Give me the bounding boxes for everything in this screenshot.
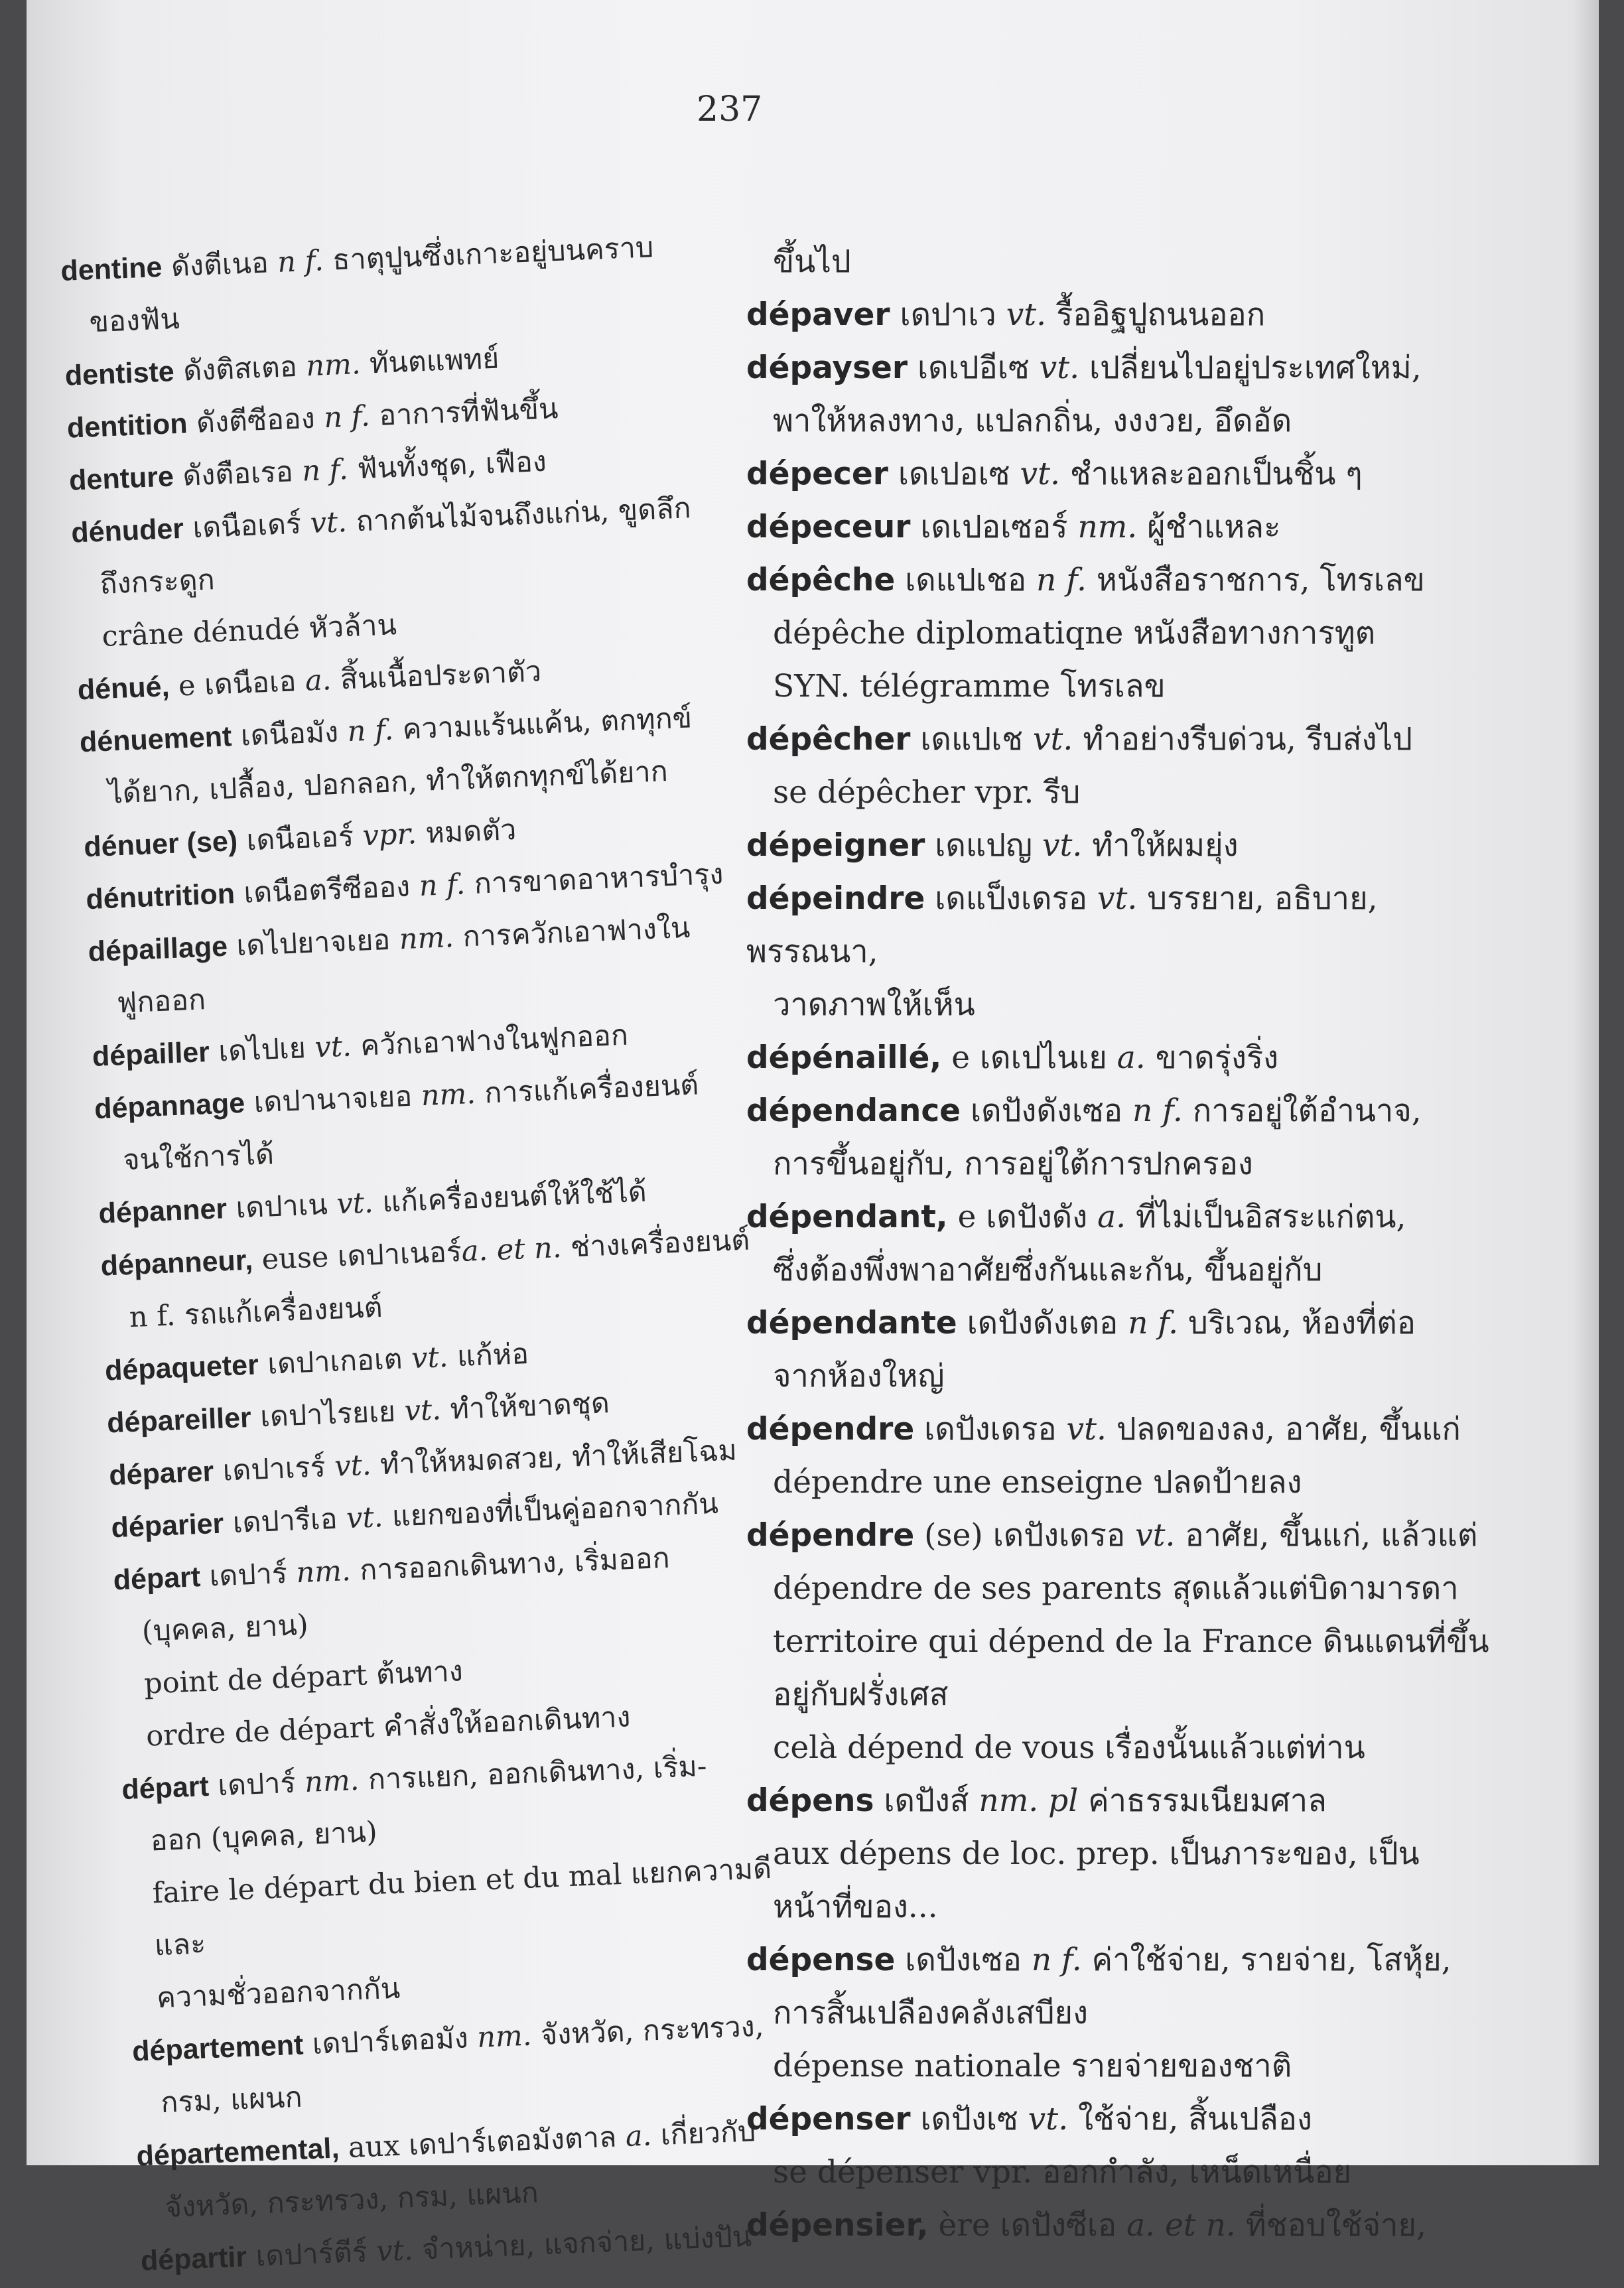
- headword: dépendant,: [746, 1199, 948, 1235]
- pronunciation: euse เดปาเนอร์: [252, 1235, 462, 1277]
- example-line: dépendre de ses parents สุดแล้วแต่บิดามารดา: [773, 1570, 1459, 1607]
- headword: dénuer (se): [83, 825, 238, 864]
- headword: dépendre: [746, 1411, 915, 1447]
- pronunciation: ดังตีซีออง: [186, 401, 325, 440]
- headword: déparier: [110, 1507, 225, 1544]
- continuation-line: กรม, แผนก: [160, 2080, 303, 2120]
- right-column: [746, 236, 1516, 2252]
- headword: dépens: [746, 1783, 874, 1819]
- pronunciation: ดังติสเตอ: [173, 350, 307, 389]
- part-of-speech: n f.: [277, 244, 324, 279]
- pronunciation: เดปาร์เตอมัง: [303, 2021, 478, 2062]
- headword: départ: [121, 1770, 210, 1806]
- definition: ที่ชอบใช้จ่าย,: [1235, 2207, 1426, 2244]
- example-line: หน้าที่ของ...: [773, 1889, 938, 1925]
- page-edge-shadow: [1572, 0, 1599, 2165]
- example-line: se dépenser vpr. ออกกำลัง, เหน็ดเหนื่อย: [773, 2154, 1352, 2190]
- definition: ทำให้ผมยุ่ง: [1082, 827, 1239, 864]
- continuation-line: จากห้องใหญ่: [773, 1358, 945, 1394]
- continuation-line: วาดภาพให้เห็น: [773, 986, 975, 1023]
- pronunciation: เดปาไรยเย: [250, 1394, 405, 1434]
- part-of-speech: a. et n.: [460, 1231, 563, 1268]
- example-line: dépense nationale รายจ่ายของชาติ: [773, 2048, 1292, 2084]
- dictionary-entry: [746, 448, 1516, 501]
- continuation-line: ซึ่งต้องพึ่งพาอาศัยซึ่งกันและกัน, ขึ้นอยู่กับ: [773, 1252, 1323, 1288]
- continuation-line: ได้ยาก, เปลื้อง, ปอกลอก, ทำให้ตกทุกข์ได้ยาก: [107, 754, 669, 811]
- example-line: faire le départ du bien et du mal แยกความดีและ: [151, 1851, 772, 1963]
- pronunciation: เดเปอีเซ: [908, 350, 1040, 386]
- headword: dépailler: [92, 1036, 210, 1073]
- pronunciation: ère เดปังซีเอ: [928, 2207, 1127, 2244]
- part-of-speech: nm. pl: [979, 1783, 1079, 1819]
- headword: dépanneur,: [100, 1244, 253, 1282]
- headword: dépayser: [746, 350, 908, 386]
- headword: déparer: [108, 1455, 215, 1492]
- continuation-line: n f. รถแก้เครื่องยนต์: [128, 1290, 383, 1335]
- part-of-speech: vt.: [375, 2234, 414, 2269]
- pronunciation: e เดปังดัง: [947, 1199, 1098, 1235]
- pronunciation: เดนือเดร์: [182, 507, 311, 545]
- definition: ช่างเครื่องยนต์: [561, 1223, 751, 1264]
- headword: départ: [112, 1561, 202, 1597]
- page-number: 237: [697, 90, 763, 129]
- example-line: aux dépens de loc. prep. เป็นภาระของ, เป็น: [773, 1836, 1420, 1872]
- definition: การแยก, ออกเดินทาง, เริ่ม-: [358, 1749, 708, 1797]
- headword: dépaver: [746, 297, 890, 333]
- headword: dépensier,: [746, 2207, 929, 2244]
- definition: ชำแหละออกเป็นชิ้น ๆ: [1059, 456, 1363, 492]
- part-of-speech: n f.: [1031, 1942, 1082, 1978]
- dictionary-entry: [746, 1085, 1516, 1138]
- definition: ที่ไม่เป็นอิสระแก่ตน,: [1126, 1199, 1406, 1235]
- definition: รื้ออิฐปูถนนออก: [1046, 297, 1266, 333]
- example-line: ordre de départ คำสั่งให้ออกเดินทาง: [145, 1700, 632, 1753]
- headword: dépanner: [98, 1193, 228, 1230]
- pronunciation: เดปานาจเยอ: [244, 1079, 422, 1120]
- left-column: [60, 219, 805, 2288]
- pronunciation: ดังตือเรอ: [172, 454, 303, 494]
- definition: ทำให้หมดสวย, ทำให้เสียโฉม: [370, 1434, 738, 1482]
- definition: บรรยาย, อธิบาย, พรรณนา,: [746, 880, 1378, 970]
- dictionary-entry: [746, 1509, 1516, 1562]
- pronunciation: เดปาเน: [226, 1187, 338, 1226]
- part-of-speech: vt.: [1066, 1411, 1107, 1447]
- definition: การควักเอาฟางใน: [452, 911, 691, 954]
- pronunciation: เดแป็งเดรอ: [925, 880, 1097, 917]
- headword: dépêche: [746, 562, 896, 598]
- dictionary-entry: [746, 2093, 1516, 2146]
- dictionary-entry: [746, 1934, 1516, 1987]
- headword: dépense: [746, 1942, 896, 1978]
- part-of-speech: vpr.: [362, 817, 417, 853]
- part-of-speech: vt.: [1020, 456, 1060, 492]
- pronunciation: e เดเปไนเย: [941, 1040, 1117, 1076]
- part-of-speech: vt.: [309, 505, 348, 541]
- pronunciation: e เดนือเอ: [169, 664, 306, 703]
- part-of-speech: n f.: [1036, 562, 1087, 598]
- headword: dépénaillé,: [746, 1040, 942, 1076]
- definition: แยกของที่เป็นคู่ออกจากกัน: [382, 1487, 719, 1534]
- headword: dépeindre: [746, 880, 925, 917]
- dictionary-entry: [746, 1032, 1516, 1085]
- headword: département: [131, 2029, 304, 2068]
- part-of-speech: vt.: [346, 1501, 384, 1536]
- definition: ค่าใช้จ่าย, รายจ่าย, โสหุ้ย,: [1081, 1942, 1452, 1978]
- headword: départemental,: [135, 2132, 340, 2173]
- part-of-speech: a.: [1097, 1199, 1126, 1235]
- part-of-speech: vt.: [1135, 1517, 1176, 1554]
- headword: dépaillage: [87, 930, 228, 969]
- pronunciation: เดปาเกอเต: [257, 1342, 413, 1382]
- definition: การขาดอาหารบำรุง: [464, 857, 724, 902]
- headword: dentiste: [64, 356, 175, 392]
- dictionary-entry: [746, 1403, 1516, 1456]
- definition: สิ้นเนื้อประดาตัว: [330, 655, 542, 697]
- part-of-speech: a.: [624, 2119, 653, 2154]
- pronunciation: เดนือมัง: [231, 715, 348, 754]
- headword: dépeceur: [746, 509, 911, 545]
- part-of-speech: nm.: [420, 1077, 476, 1113]
- pronunciation: เดปังเดรอ: [914, 1411, 1067, 1447]
- part-of-speech: nm.: [295, 1554, 352, 1590]
- continuation-line: ถึงกระดูก: [99, 563, 216, 601]
- part-of-speech: vt.: [1032, 721, 1073, 758]
- definition: อาการที่ฟันขึ้น: [369, 392, 559, 433]
- headword: dénué,: [76, 670, 170, 707]
- continuation-line: จังหวัด, กระทรวง, กรม, แผนก: [164, 2176, 539, 2224]
- headword: dépendante: [746, 1305, 957, 1341]
- definition: ทำอย่างรีบด่วน, รีบส่งไป: [1073, 721, 1412, 758]
- definition: ควักเอาฟางในฟูกออก: [350, 1018, 629, 1063]
- part-of-speech: vt.: [1006, 297, 1047, 333]
- definition: หมดตัว: [415, 813, 517, 851]
- definition: การแก้เครื่องยนต์: [474, 1068, 700, 1110]
- headword: dépaqueter: [104, 1349, 259, 1387]
- continuation-line: จนใช้การได้: [122, 1138, 275, 1178]
- example-line: point de départ ต้นทาง: [143, 1654, 464, 1701]
- dictionary-page: [27, 0, 1599, 2277]
- pronunciation: เดแปเชอ: [895, 562, 1037, 598]
- definition: เกี่ยวกับ: [651, 2115, 757, 2153]
- dictionary-entry: [746, 819, 1516, 872]
- definition: ถากต้นไม้จนถึงแก่น, ขูดลึก: [346, 492, 692, 539]
- definition: หนังสือราชการ, โทรเลข: [1086, 562, 1425, 598]
- pronunciation: เดปาร์: [200, 1556, 297, 1594]
- part-of-speech: vt.: [1028, 2101, 1069, 2137]
- pronunciation: เดปังดังเตอ: [957, 1305, 1128, 1341]
- part-of-speech: nm.: [398, 921, 454, 957]
- part-of-speech: vt.: [403, 1393, 442, 1428]
- continuation-line: (บุคคล, ยาน): [141, 1608, 309, 1649]
- definition: การอยู่ใต้อำนาจ,: [1182, 1093, 1422, 1129]
- definition: ความแร้นแค้น, ตกทุกข์: [393, 701, 693, 747]
- part-of-speech: vt.: [1042, 827, 1083, 864]
- continuation-line: ความชั่วออกจากกัน: [156, 1972, 401, 2015]
- headword: dénuement: [79, 720, 233, 759]
- pronunciation: เดไปเย: [208, 1031, 316, 1069]
- definition: จำหน่าย, แจกจ่าย, แบ่งปัน: [412, 2220, 753, 2267]
- part-of-speech: n f.: [301, 452, 349, 488]
- headword: dépêcher: [746, 721, 911, 758]
- part-of-speech: a. et n.: [1126, 2207, 1236, 2244]
- definition: เปลี่ยนไปอยู่ประเทศใหม่,: [1079, 350, 1422, 386]
- dictionary-entry: [746, 1191, 1516, 1244]
- part-of-speech: vt.: [1039, 350, 1080, 386]
- headword: dépenser: [746, 2101, 911, 2137]
- part-of-speech: n f.: [418, 868, 466, 904]
- example-line: celà dépend de vous เรื่องนั้นแล้วแต่ท่าน: [773, 1729, 1365, 1766]
- definition: ค่าธรรมเนียมศาล: [1078, 1783, 1327, 1819]
- definition: จังหวัด, กระทรวง,: [531, 2009, 765, 2052]
- part-of-speech: n f.: [1128, 1305, 1179, 1341]
- pronunciation: เดปาเรร์: [213, 1449, 336, 1489]
- definition: แก้ห่อ: [447, 1337, 529, 1374]
- headword: dentition: [66, 407, 188, 444]
- pronunciation: (se) เดปังเดรอ: [914, 1517, 1136, 1554]
- part-of-speech: n f.: [1132, 1093, 1183, 1129]
- pronunciation: เดปาร์ตีร์: [246, 2235, 377, 2274]
- example-line: territoire qui dépend de la France ดินแดนที่ขึ้น: [773, 1623, 1489, 1660]
- dictionary-entry: [746, 501, 1516, 554]
- example-line: se dépêcher vpr. รีบ: [773, 774, 1081, 811]
- continuation-line: ฟูกออก: [115, 983, 206, 1020]
- headword: départir: [140, 2241, 247, 2277]
- pronunciation: เดเปอเซอร์: [910, 509, 1078, 545]
- dictionary-entry: [746, 554, 1516, 607]
- dictionary-entry: [746, 1297, 1516, 1350]
- definition: ใช้จ่าย, สิ้นเปลือง: [1068, 2101, 1312, 2137]
- definition: ทำให้ขาดชุด: [440, 1386, 610, 1427]
- definition: แก้เครื่องยนต์ให้ใช้ได้: [372, 1175, 647, 1220]
- example-line: dépendre une enseigne ปลดป้ายลง: [773, 1464, 1302, 1501]
- dictionary-entry: [746, 289, 1516, 342]
- dictionary-entry: [746, 342, 1516, 395]
- part-of-speech: n f.: [346, 713, 395, 749]
- headword: dépendre: [746, 1517, 915, 1554]
- pronunciation: เดปารีเอ: [223, 1502, 348, 1540]
- headword: dépareiller: [106, 1401, 252, 1440]
- part-of-speech: vt.: [334, 1448, 372, 1483]
- dictionary-entry: [746, 872, 1516, 978]
- headword: dénutrition: [85, 878, 236, 916]
- definition: ผู้ชำแหละ: [1137, 509, 1281, 545]
- headword: dépeigner: [746, 827, 925, 864]
- continuation-line: พาให้หลงทาง, แปลกถิ่น, งงงวย, อึดอัด: [773, 403, 1292, 439]
- pronunciation: เดปังส์: [874, 1783, 979, 1819]
- part-of-speech: nm.: [476, 2019, 533, 2054]
- headword: dépannage: [94, 1087, 246, 1125]
- definition: อาศัย, ขึ้นแก่, แล้วแต่: [1175, 1517, 1478, 1554]
- continuation-line: การขึ้นอยู่กับ, การอยู่ใต้การปกครอง: [773, 1146, 1253, 1182]
- headword: dépendance: [746, 1093, 961, 1129]
- definition: ทันตแพทย์: [360, 342, 500, 381]
- pronunciation: ดังตีเนอ: [161, 245, 279, 284]
- headword: dénuder: [70, 512, 184, 549]
- definition: ธาตุปูนซึ่งเกาะอยู่บนคราบ: [322, 231, 655, 278]
- headword: dépecer: [746, 456, 888, 492]
- continuation-line: ขึ้นไป: [773, 243, 851, 280]
- continuation-line: การสิ้นเปลืองคลังเสบียง: [773, 1995, 1089, 2031]
- pronunciation: เดไปยาจเยอ: [226, 923, 400, 963]
- dictionary-entry: [746, 1775, 1516, 1828]
- definition: ฟันทั้งชุด, เฟือง: [347, 444, 547, 486]
- dictionary-entry: [746, 2199, 1516, 2252]
- part-of-speech: a.: [1116, 1040, 1146, 1076]
- part-of-speech: a.: [304, 663, 332, 698]
- part-of-speech: vt.: [314, 1030, 352, 1065]
- pronunciation: เดแปเช: [910, 721, 1033, 758]
- pronunciation: เดปาเว: [890, 297, 1006, 333]
- part-of-speech: n f.: [323, 399, 371, 435]
- part-of-speech: nm.: [304, 1763, 360, 1800]
- definition: ปลดของลง, อาศัย, ขึ้นแก่: [1106, 1411, 1461, 1447]
- continuation-line: ของฟัน: [88, 302, 180, 340]
- part-of-speech: nm.: [1077, 509, 1138, 545]
- part-of-speech: vt.: [336, 1186, 374, 1221]
- pronunciation: เดแปญ: [925, 827, 1042, 864]
- definition: ขาดรุ่งริ่ง: [1145, 1040, 1279, 1076]
- pronunciation: เดเปอเซ: [888, 456, 1020, 492]
- pronunciation: เดนือเอร์: [237, 819, 364, 858]
- part-of-speech: nm.: [305, 347, 362, 383]
- definition: การออกเดินทาง, เริ่มออก: [350, 1541, 671, 1587]
- part-of-speech: vt.: [411, 1340, 449, 1376]
- pronunciation: เดปังดังเซอ: [961, 1093, 1132, 1129]
- headword: dentine: [60, 251, 163, 287]
- example-line: crâne dénudé หัวล้าน: [101, 608, 397, 653]
- part-of-speech: vt.: [1097, 880, 1138, 917]
- dictionary-entry: [746, 713, 1516, 766]
- example-line: อยู่กับฝรั่งเศส: [773, 1676, 949, 1713]
- pronunciation: aux เดปาร์เตอมังตาล: [338, 2120, 626, 2165]
- pronunciation: เดปังเซ: [910, 2101, 1028, 2137]
- example-line: dépêche diplomatiqne หนังสือทางการทูต: [773, 615, 1376, 651]
- pronunciation: เดนือตรีซีออง: [234, 870, 420, 911]
- continuation-line: ออก (บุคคล, ยาน): [149, 1815, 378, 1858]
- pronunciation: เดปาร์: [208, 1766, 306, 1803]
- example-line: SYN. télégramme โทรเลข: [773, 668, 1166, 705]
- headword: denture: [68, 460, 174, 497]
- pronunciation: เดปังเซอ: [895, 1942, 1032, 1978]
- definition: บริเวณ, ห้องที่ต่อ: [1178, 1305, 1416, 1341]
